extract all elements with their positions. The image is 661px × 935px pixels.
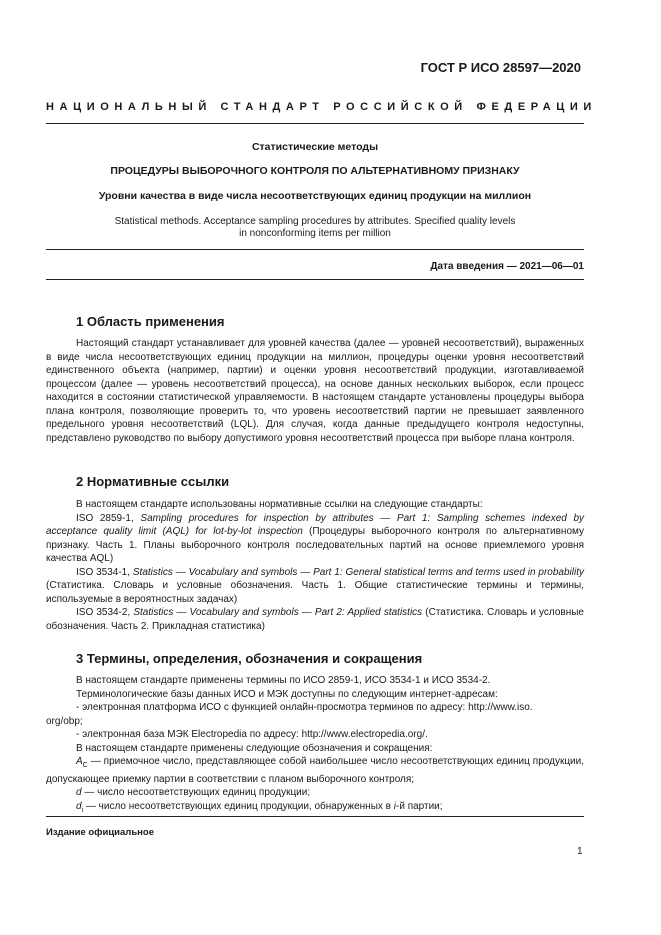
section-2-heading: 2 Нормативные ссылки	[76, 474, 230, 489]
section-1-paragraph: Настоящий стандарт устанавливает для уровней качества (далее — уровней несоответствий), выраженных в виде числа несоответствующих единиц продукции на миллион, процедуры оценки уровня несоответствий единственного объекта (например, партии) и оценки уровня несоответствий продукции, изготавливаемой процессом (далее — уровень несоответствий процесса), на основе данных нескольких выборок, если процесс находится в состоянии статистической управляемости. В настоящем стандарте установлены процедуры выбора плана контроля, позволяющие проверить то, что уровень несоответствий партии не превышает заявленного предельного уровня несоответствий (LQL). Для случая, когда данные предыдущего контроля недоступны, представлено руководство по выбору допустимого уровня несоответствий процесса при выборе плана контроля.	[46, 338, 584, 444]
section-1-body	[46, 337, 584, 445]
footer-rule	[46, 816, 584, 817]
section-3-p1: В настоящем стандарте применены термины по ИСО 2859-1, ИСО 3534-1 и ИСО 3534-2.	[76, 675, 491, 686]
reference-iso-3534-2: ISO 3534-2, Statistics — Vocabulary and symbols — Part 2: Applied statistics (Статистика. Словарь и условные обозначения. Часть 2. Прикладная статистика)	[46, 607, 584, 632]
section-3-body	[46, 674, 584, 817]
title-line-3: Уровни качества в виде числа несоответствующих единиц продукции на миллион	[98, 190, 532, 202]
national-standard-banner: НАЦИОНАЛЬНЫЙ СТАНДАРТ РОССИЙСКОЙ ФЕДЕРАЦИИ	[46, 101, 597, 113]
section-2-body	[46, 498, 584, 633]
title-english-line-1: Statistical methods. Acceptance sampling procedures by attributes. Specified quality levels	[114, 216, 516, 227]
section-3-p3-continued: org/obp;	[46, 715, 83, 727]
section-3-p2: Терминологические базы данных ИСО и МЭК доступны по следующим интернет-адресам:	[76, 688, 498, 700]
date-rule	[46, 279, 584, 280]
symbol-di: $d_i$ — число несоответствующих единиц продукции, обнаруженных в i-й партии;	[76, 800, 443, 814]
symbol-ac: $A_C$ — приемочное число, представляющее собой наибольшее число несоответствующих единиц продукции, допускающее приемку партии в соответствии с планом выборочного контроля;	[46, 756, 584, 785]
section-3-heading: 3 Термины, определения, обозначения и сокращения	[76, 651, 423, 666]
section-3-p5: В настоящем стандарте применены следующие обозначения и сокращения:	[76, 742, 433, 754]
standard-number: ГОСТ Р ИСО 28597—2020	[420, 60, 581, 75]
official-edition-label: Издание официальное	[46, 827, 154, 838]
title-line-2: ПРОЦЕДУРЫ ВЫБОРОЧНОГО КОНТРОЛЯ ПО АЛЬТЕРНАТИВНОМУ ПРИЗНАКУ	[110, 165, 520, 177]
title-rule	[46, 249, 584, 250]
reference-iso-2859-1: ISO 2859-1, Sampling procedures for inspection by attributes — Part 1: Sampling schemes indexed by acceptance quality limit (AQL) for lot-by-lot inspection (Процедуры выборочного контроля по альтернативному признаку. Часть 1. Планы выборочного контроля последовательных партий на основе приемлемого уровня качества AQL)	[46, 512, 585, 564]
section-2-intro: В настоящем стандарте использованы нормативные ссылки на следующие стандарты:	[76, 499, 483, 510]
header-rule	[46, 123, 584, 124]
title-line-1: Статистические методы	[251, 141, 379, 153]
date-of-introduction: Дата введения — 2021—06—01	[430, 261, 584, 272]
reference-iso-3534-1: ISO 3534-1, Statistics — Vocabulary and symbols — Part 1: General statistical terms and terms used in probability (Статистика. Словарь и условные обозначения. Часть 1. Общие статистические термины и термины, используемые в вероятностных задачах)	[46, 566, 585, 605]
section-3-p3: - электронная платформа ИСО с функцией онлайн-просмотра терминов по адресу: http://www.iso.	[76, 702, 533, 713]
title-english	[46, 216, 584, 240]
page-number: 1	[577, 846, 583, 857]
title-english-line-2: in nonconforming items per million	[239, 228, 391, 239]
symbol-d: d — число несоответствующих единиц продукции;	[76, 787, 311, 798]
section-3-p4: - электронная база МЭК Electropedia по адресу: http://www.electropedia.org/.	[76, 729, 428, 740]
section-1-heading: 1 Область применения	[76, 314, 225, 329]
